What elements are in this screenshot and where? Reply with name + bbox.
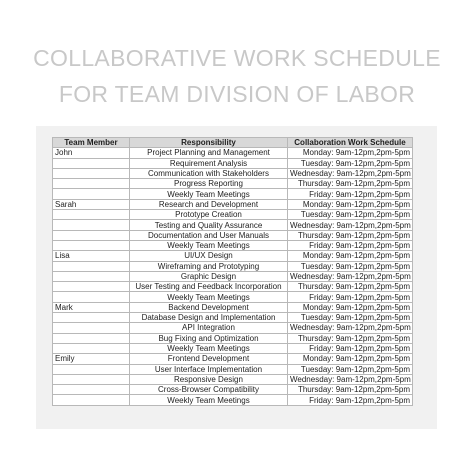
- team-member-cell: [53, 364, 130, 374]
- responsibility-cell: Documentation and User Manuals: [130, 230, 288, 240]
- schedule-cell: Wednesday: 9am-12pm,2pm-5pm: [288, 323, 413, 333]
- table-row: [53, 292, 413, 302]
- team-member-cell: [53, 323, 130, 333]
- team-member-cell: [53, 292, 130, 302]
- table-row: [53, 210, 413, 220]
- team-member-cell: [53, 210, 130, 220]
- responsibility-cell: Project Planning and Management: [130, 148, 288, 158]
- table-row: [53, 220, 413, 230]
- team-member-cell: Lisa: [53, 251, 130, 261]
- responsibility-cell: Communication with Stakeholders: [130, 168, 288, 178]
- responsibility-cell: User Testing and Feedback Incorporation: [130, 282, 288, 292]
- team-member-cell: Emily: [53, 354, 130, 364]
- table-row: [53, 240, 413, 250]
- responsibility-cell: Progress Reporting: [130, 179, 288, 189]
- table-row: [53, 385, 413, 395]
- schedule-cell: Thursday: 9am-12pm,2pm-5pm: [288, 333, 413, 343]
- table-row: [53, 168, 413, 178]
- team-member-cell: [53, 374, 130, 384]
- schedule-cell: Monday: 9am-12pm,2pm-5pm: [288, 302, 413, 312]
- team-member-cell: [53, 261, 130, 271]
- schedule-cell: Monday: 9am-12pm,2pm-5pm: [288, 251, 413, 261]
- table-row: [53, 148, 413, 158]
- schedule-cell: Thursday: 9am-12pm,2pm-5pm: [288, 385, 413, 395]
- table-row: [53, 271, 413, 281]
- table-row: [53, 230, 413, 240]
- team-member-cell: [53, 158, 130, 168]
- schedule-cell: Tuesday: 9am-12pm,2pm-5pm: [288, 158, 413, 168]
- team-member-cell: [53, 395, 130, 405]
- table-row: [53, 251, 413, 261]
- schedule-cell: Tuesday: 9am-12pm,2pm-5pm: [288, 313, 413, 323]
- team-member-cell: [53, 168, 130, 178]
- page-title-line-1: COLLABORATIVE WORK SCHEDULE: [33, 45, 441, 71]
- table-row: [53, 302, 413, 312]
- responsibility-cell: Weekly Team Meetings: [130, 189, 288, 199]
- responsibility-cell: API Integration: [130, 323, 288, 333]
- schedule-cell: Thursday: 9am-12pm,2pm-5pm: [288, 230, 413, 240]
- page-title-line-2: FOR TEAM DIVISION OF LABOR: [58, 81, 416, 107]
- team-member-cell: [53, 189, 130, 199]
- responsibility-cell: Prototype Creation: [130, 210, 288, 220]
- responsibility-cell: Weekly Team Meetings: [130, 292, 288, 302]
- schedule-cell: Tuesday: 9am-12pm,2pm-5pm: [288, 261, 413, 271]
- team-member-cell: [53, 343, 130, 353]
- table-row: [53, 313, 413, 323]
- schedule-cell: Monday: 9am-12pm,2pm-5pm: [288, 354, 413, 364]
- table-header: [53, 138, 413, 148]
- header-responsibility: Responsibility: [130, 138, 288, 148]
- schedule-cell: Friday: 9am-12pm,2pm-5pm: [288, 395, 413, 405]
- schedule-table: [52, 137, 413, 406]
- schedule-cell: Monday: 9am-12pm,2pm-5pm: [288, 148, 413, 158]
- team-member-cell: John: [53, 148, 130, 158]
- team-member-cell: Sarah: [53, 199, 130, 209]
- team-member-cell: [53, 179, 130, 189]
- table-row: [53, 374, 413, 384]
- table-row: [53, 354, 413, 364]
- responsibility-cell: Weekly Team Meetings: [130, 395, 288, 405]
- responsibility-cell: Requirement Analysis: [130, 158, 288, 168]
- team-member-cell: [53, 220, 130, 230]
- schedule-cell: Tuesday: 9am-12pm,2pm-5pm: [288, 210, 413, 220]
- schedule-cell: Thursday: 9am-12pm,2pm-5pm: [288, 282, 413, 292]
- responsibility-cell: Bug Fixing and Optimization: [130, 333, 288, 343]
- responsibility-cell: Frontend Development: [130, 354, 288, 364]
- team-member-cell: Mark: [53, 302, 130, 312]
- schedule-cell: Thursday: 9am-12pm,2pm-5pm: [288, 179, 413, 189]
- table-row: [53, 364, 413, 374]
- table-row: [53, 282, 413, 292]
- team-member-cell: [53, 385, 130, 395]
- responsibility-cell: Weekly Team Meetings: [130, 240, 288, 250]
- header-collaboration-schedule: Collaboration Work Schedule: [288, 138, 413, 148]
- schedule-cell: Tuesday: 9am-12pm,2pm-5pm: [288, 364, 413, 374]
- table-row: [53, 189, 413, 199]
- responsibility-cell: Responsive Design: [130, 374, 288, 384]
- team-member-cell: [53, 230, 130, 240]
- schedule-cell: Friday: 9am-12pm,2pm-5pm: [288, 343, 413, 353]
- team-member-cell: [53, 282, 130, 292]
- schedule-cell: Monday: 9am-12pm,2pm-5pm: [288, 199, 413, 209]
- schedule-cell: Wednesday: 9am-12pm,2pm-5pm: [288, 168, 413, 178]
- team-member-cell: [53, 271, 130, 281]
- responsibility-cell: Testing and Quality Assurance: [130, 220, 288, 230]
- schedule-cell: Wednesday: 9am-12pm,2pm-5pm: [288, 374, 413, 384]
- schedule-cell: Friday: 9am-12pm,2pm-5pm: [288, 189, 413, 199]
- schedule-cell: Friday: 9am-12pm,2pm-5pm: [288, 292, 413, 302]
- schedule-cell: Friday: 9am-12pm,2pm-5pm: [288, 240, 413, 250]
- header-row: [53, 138, 413, 148]
- schedule-cell: Wednesday: 9am-12pm,2pm-5pm: [288, 271, 413, 281]
- table-row: [53, 261, 413, 271]
- responsibility-cell: User Interface Implementation: [130, 364, 288, 374]
- team-member-cell: [53, 333, 130, 343]
- responsibility-cell: UI/UX Design: [130, 251, 288, 261]
- responsibility-cell: Graphic Design: [130, 271, 288, 281]
- team-member-cell: [53, 313, 130, 323]
- table-row: [53, 199, 413, 209]
- table-row: [53, 333, 413, 343]
- responsibility-cell: Wireframing and Prototyping: [130, 261, 288, 271]
- table-row: [53, 179, 413, 189]
- responsibility-cell: Weekly Team Meetings: [130, 343, 288, 353]
- table-row: [53, 343, 413, 353]
- table-row: [53, 395, 413, 405]
- table-row: [53, 323, 413, 333]
- responsibility-cell: Backend Development: [130, 302, 288, 312]
- header-team-member: Team Member: [53, 138, 130, 148]
- team-member-cell: [53, 240, 130, 250]
- responsibility-cell: Cross-Browser Compatibility: [130, 385, 288, 395]
- responsibility-cell: Research and Development: [130, 199, 288, 209]
- table-body: [53, 148, 413, 405]
- table-row: [53, 158, 413, 168]
- schedule-cell: Wednesday: 9am-12pm,2pm-5pm: [288, 220, 413, 230]
- responsibility-cell: Database Design and Implementation: [130, 313, 288, 323]
